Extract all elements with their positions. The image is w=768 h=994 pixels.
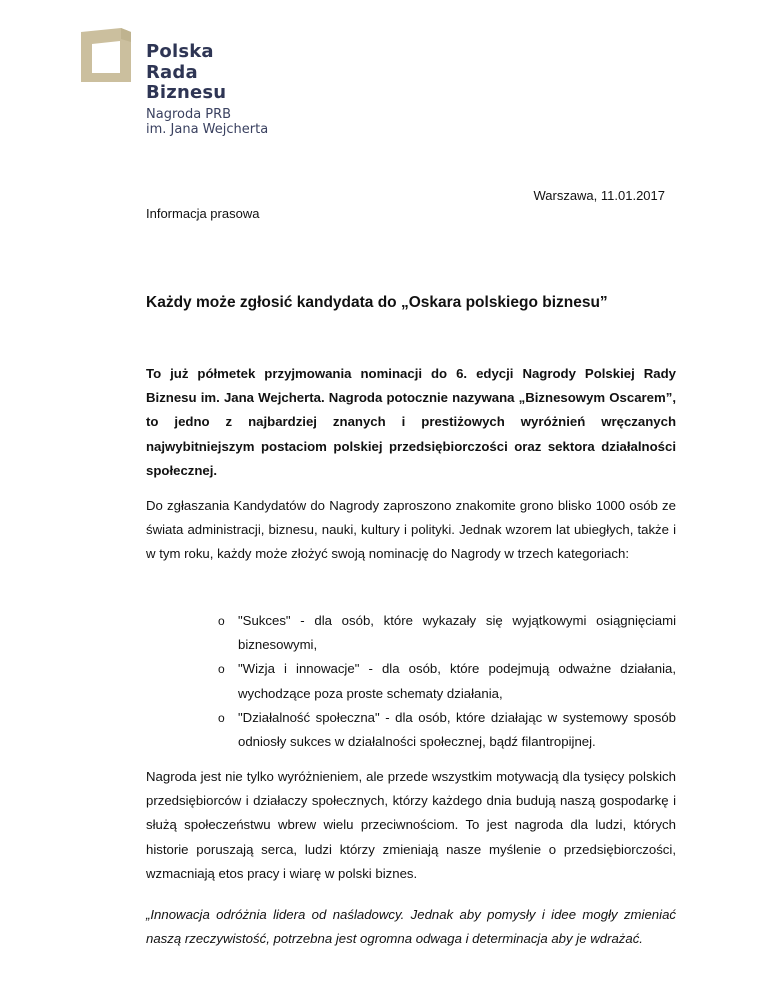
list-item (146, 657, 676, 705)
category-text: "Działalność społeczna" - dla osób, które działając w systemowy sposób odniosły sukces w działalności społecznej, bądź filantropijnej. (238, 709, 676, 750)
page-title: Każdy może zgłosić kandydata do „Oskara polskiego biznesu” (146, 294, 608, 311)
category-text: "Sukces" - dla osób, które wykazały się wyjątkowymi osiągnięciami biznesowymi, (238, 613, 676, 653)
body-paragraph: Nagroda jest nie tylko wyróżnieniem, ale przede wszystkim motywacją dla tysięcy polskich przedsiębiorców i działaczy społecznych, którzy każdego dnia budują naszą gospodarkę i służą społeczeństwu wbrew wielu przeciwnościom. To jest nagroda dla ludzi, których historie poruszają serca, ludzi którzy zmieniają nasze myślenie o przedsiębiorczości, wzmacniają etos pracy i wiarę w polski biznes. (146, 769, 676, 881)
body-paragraph-block (146, 765, 676, 886)
bullet-icon: o (218, 710, 225, 725)
bullet-icon: o (218, 614, 225, 628)
category-text: "Wizja i innowacje" - dla osób, które podejmują odważne działania, wychodzące poza proste schematy działania, (238, 661, 676, 701)
list-item (146, 706, 676, 754)
bullet-icon: o (218, 662, 225, 677)
document-date: Warszawa, 11.01.2017 (533, 188, 665, 203)
logo-line-polska: Polska (146, 41, 214, 62)
logo-sub-patron: im. Jana Wejcherta (146, 121, 269, 137)
logo-line-rada: Rada (146, 61, 198, 83)
prb-logo-mark (81, 28, 131, 82)
logo-line-biznesu: Biznesu (146, 82, 227, 103)
intro-paragraph: Do zgłaszania Kandydatów do Nagrody zaproszono znakomite grono blisko 1000 osób ze świata administracji, biznesu, nauki, kultury i polityki. Jednak wzorem lat ubiegłych, także i w tym roku, każdy może złożyć swoją nominację do Nagrody w trzech kategoriach: (146, 498, 676, 562)
intro-paragraph-block (146, 494, 676, 567)
category-list (146, 609, 676, 754)
list-item (146, 609, 676, 657)
prb-logo-wordmark (146, 42, 268, 137)
quote-block (146, 903, 676, 951)
lead-paragraph: To już półmetek przyjmowania nominacji do 6. edycji Nagrody Polskiej Rady Biznesu im. Jana Wejcherta. Nagroda potocznie nazywana „Biznesowym Oscarem”, to jedno z najbardziej znanych i prestiżowych wyróżnień wręczanych najwybitniejszym postaciom polskiej przedsiębiorczości oraz sektora działalności społecznej. (146, 366, 676, 478)
document-type-label: Informacja prasowa (146, 206, 260, 221)
quote-paragraph: „Innowacja odróżnia lidera od naśladowcy. Jednak aby pomysły i idee mogły zmieniać naszą rzeczywistość, potrzebna jest ogromna odwaga i determinacja aby je wdrażać. (146, 907, 676, 947)
lead-paragraph-block (146, 362, 676, 483)
logo-sub-award: Nagroda PRB (146, 106, 232, 122)
